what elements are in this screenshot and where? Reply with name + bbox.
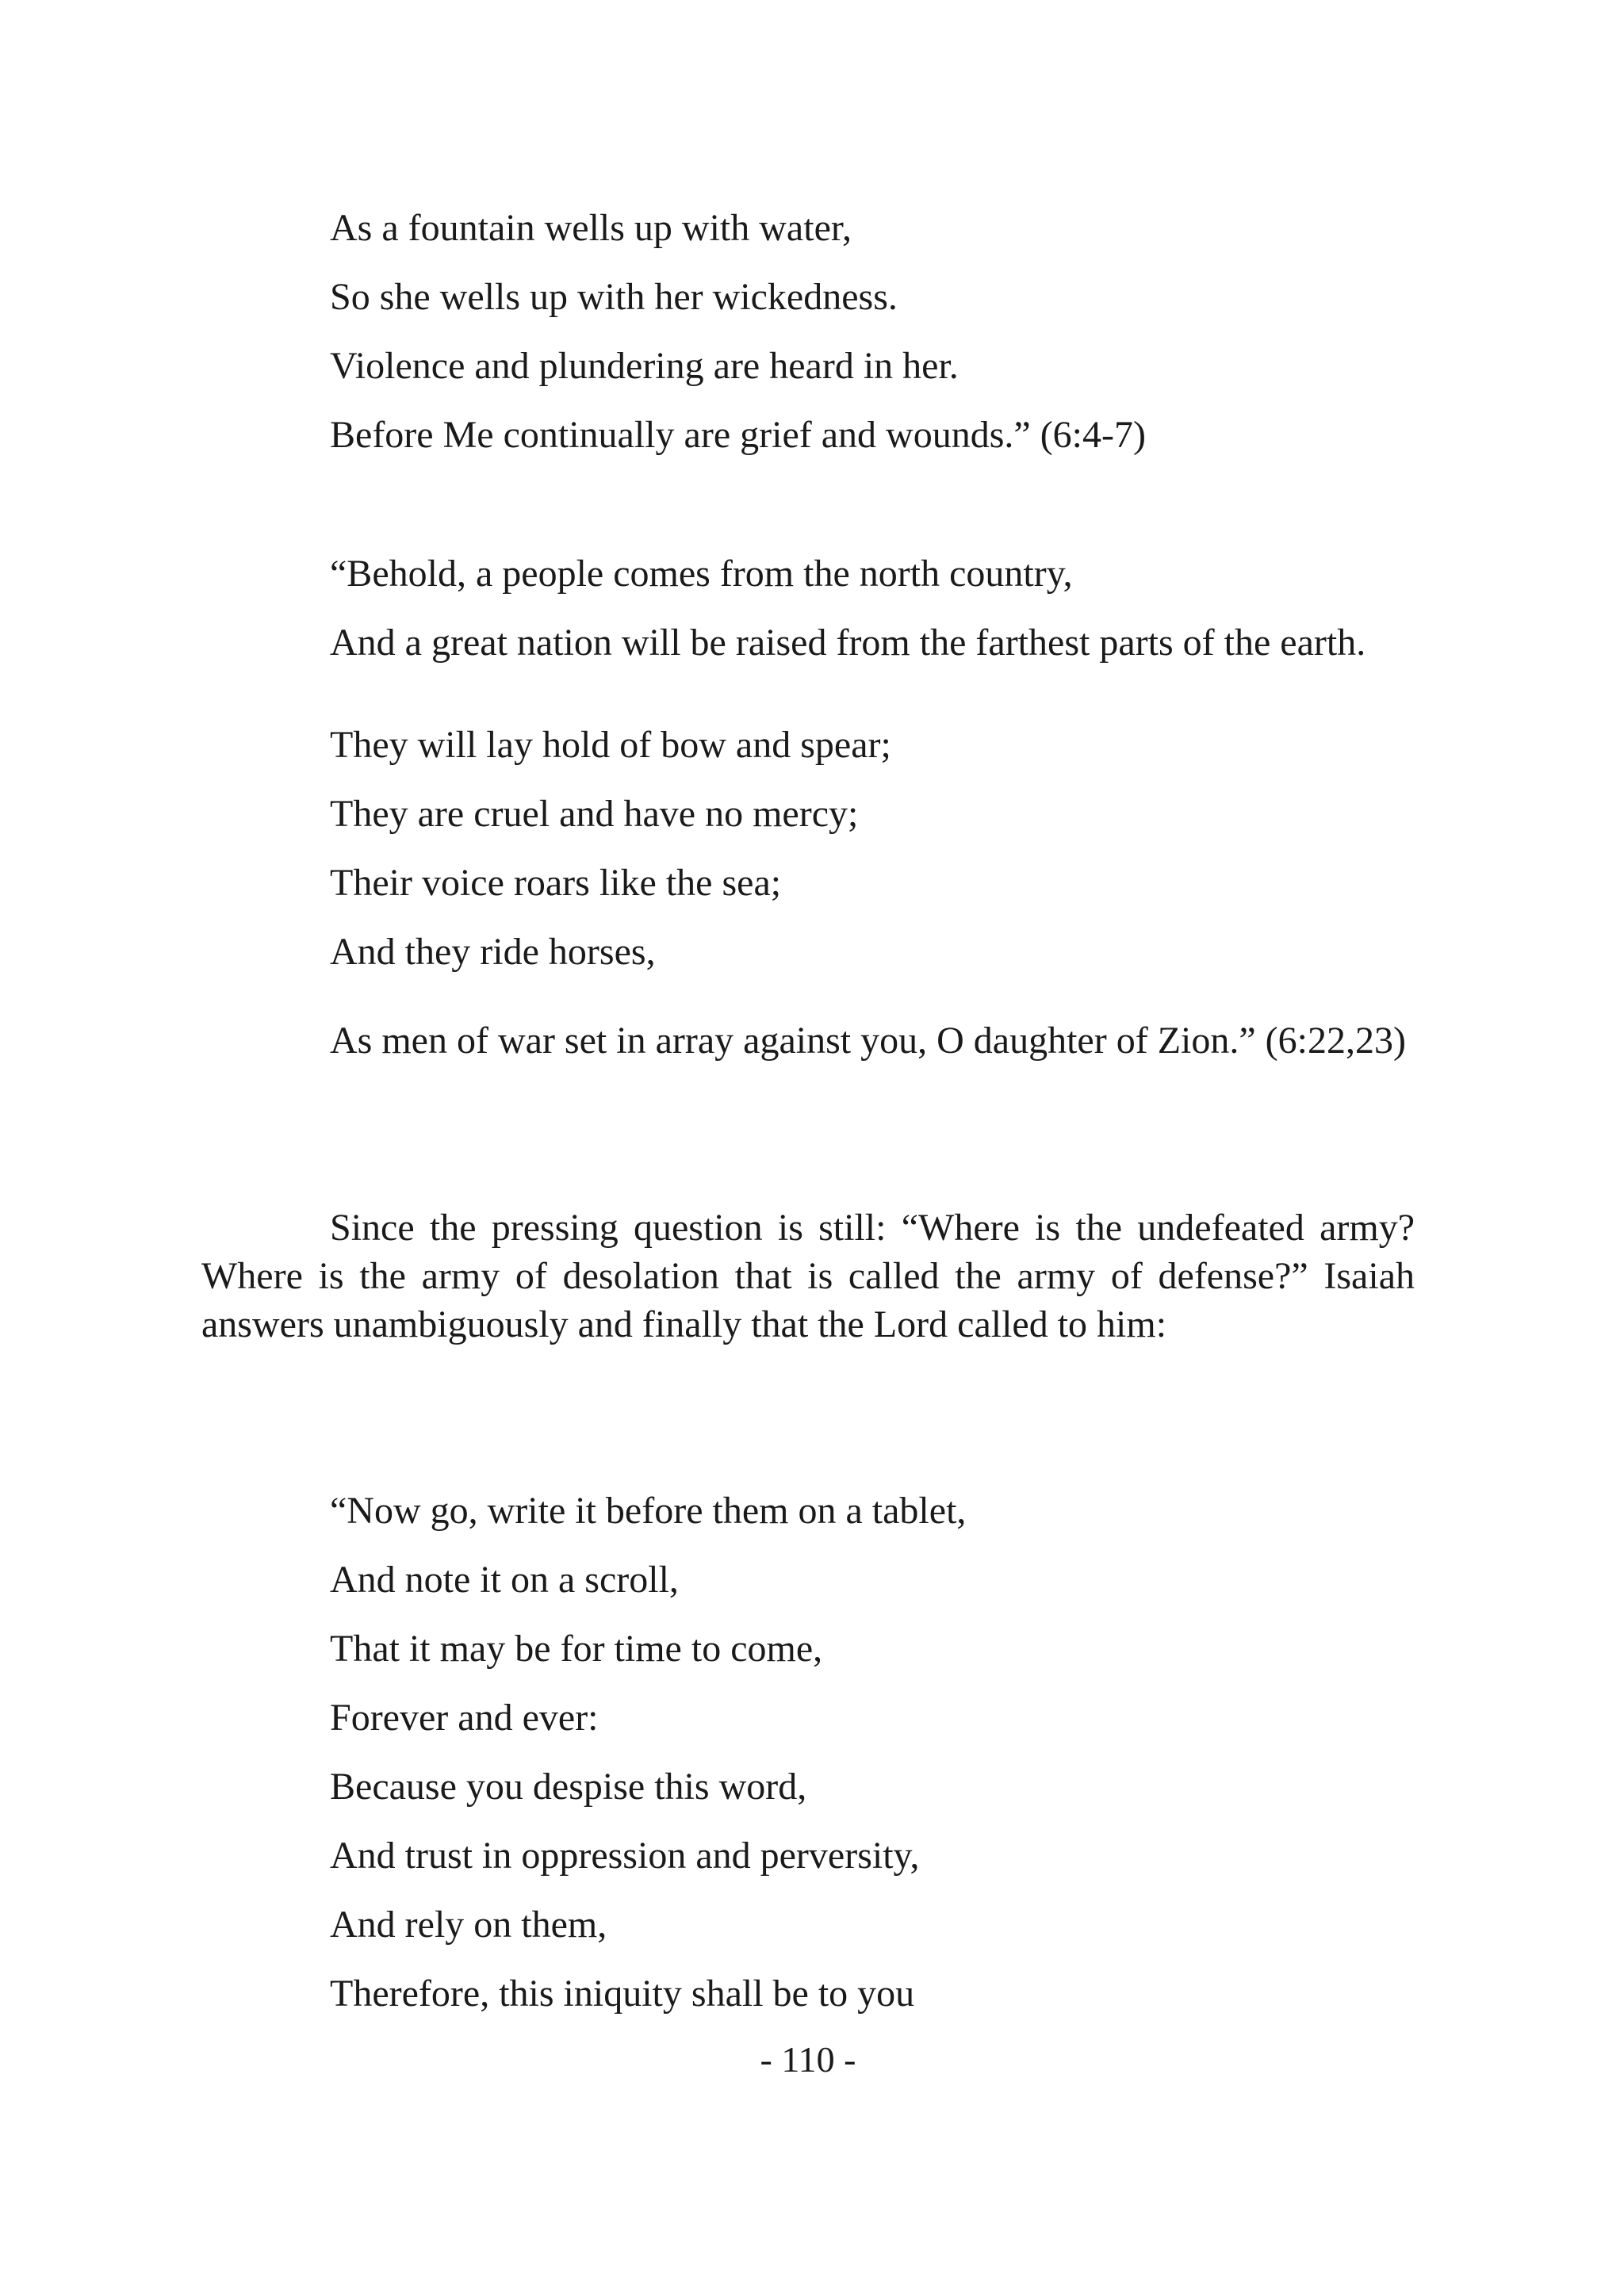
verse-line: They will lay hold of bow and spear; <box>330 724 891 766</box>
verse-line: As a fountain wells up with water, <box>330 207 852 249</box>
document-page <box>201 0 1415 2296</box>
verse-stanza-2 <box>201 539 1415 608</box>
verse-line: Violence and plundering are heard in her. <box>330 345 959 387</box>
prose-paragraph: Since the pressing question is still: “Where is the undefeated army? Where is the army of desolation that is called the army of defense?” Isaiah answers unambiguously and finally that the Lord called to him: <box>201 1207 1415 1345</box>
verse-line: Their voice roars like the sea; <box>330 862 782 904</box>
verse-stanza-1 <box>201 193 1415 469</box>
verse-stanza-3 <box>201 1476 1415 2028</box>
verse-line: Because you despise this word, <box>330 1766 807 1808</box>
verse-line: “Now go, write it before them on a tablet, <box>330 1490 967 1532</box>
page-number: - 110 - <box>760 2039 856 2080</box>
verse-line: They are cruel and have no mercy; <box>330 793 859 835</box>
verse-line: And note it on a scroll, <box>330 1559 679 1601</box>
verse-line: And trust in oppression and perversity, <box>330 1835 920 1877</box>
verse-line-wrapped: As men of war set in array against you, O daughter of Zion.” (6:22,23) <box>330 1020 1406 1062</box>
verse-stanza-2-middle <box>201 710 1415 986</box>
verse-stanza-2-wrapped-1 <box>201 618 1415 667</box>
verse-line: And they ride horses, <box>330 931 656 973</box>
verse-line: So she wells up with her wickedness. <box>330 276 898 318</box>
verse-line: That it may be for time to come, <box>330 1628 823 1670</box>
verse-line: Before Me continually are grief and wounds.” (6:4-7) <box>330 414 1146 456</box>
verse-line-wrapped: And a great nation will be raised from the farthest parts of the earth. <box>330 622 1366 664</box>
verse-line: Therefore, this iniquity shall be to you <box>330 1973 915 2015</box>
verse-stanza-2-wrapped-2 <box>201 1016 1415 1065</box>
prose-paragraph-block <box>201 1203 1415 1349</box>
verse-line: “Behold, a people comes from the north country, <box>330 553 1073 595</box>
verse-line: And rely on them, <box>330 1904 607 1946</box>
verse-line: Forever and ever: <box>330 1697 599 1739</box>
